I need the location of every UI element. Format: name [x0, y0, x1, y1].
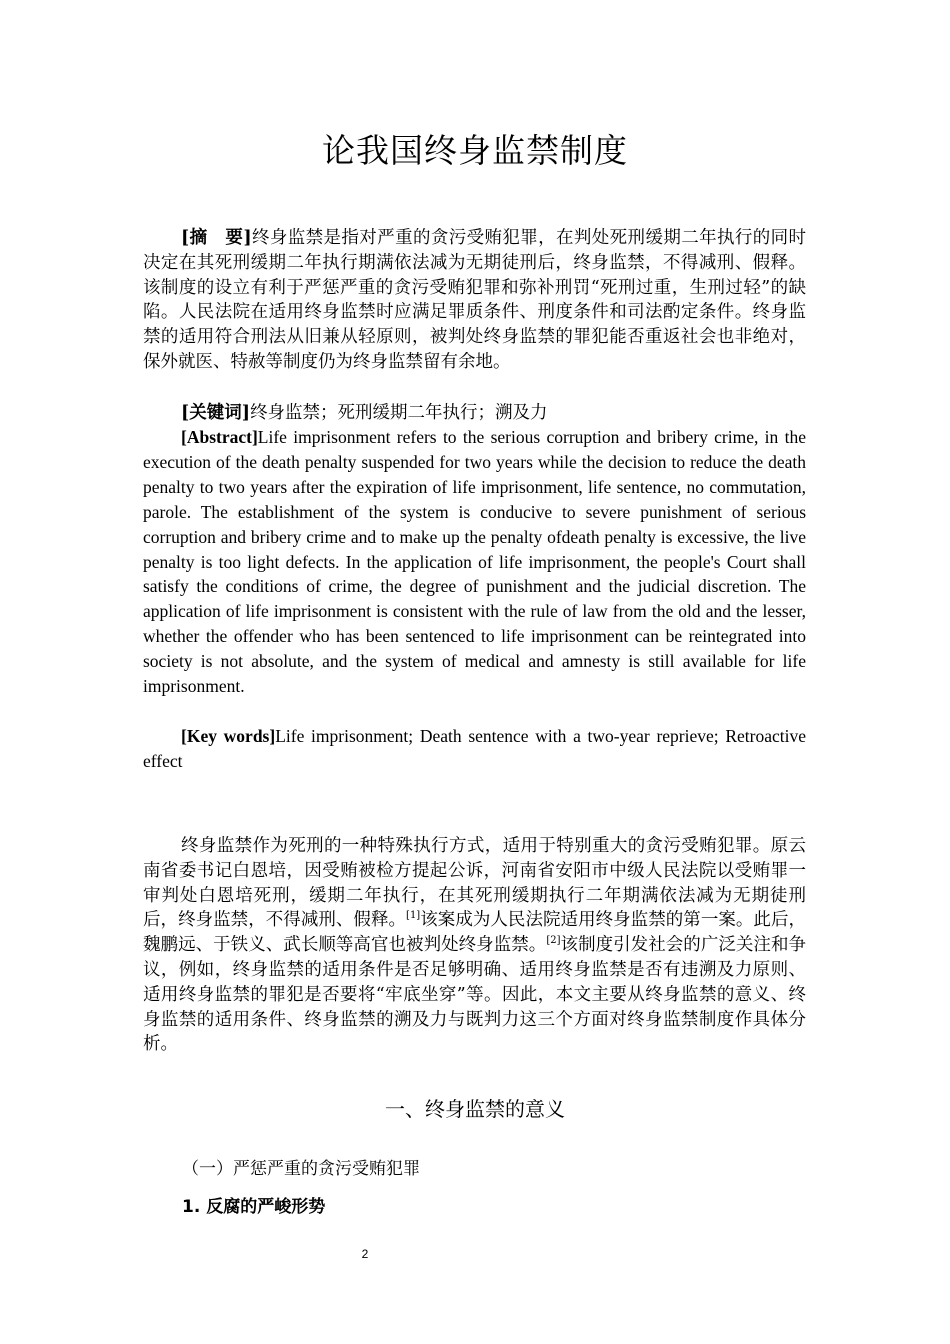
- page-number: 2: [361, 1247, 369, 1261]
- keywords-en-text: Life imprisonment; Death sentence with a two-year reprieve; Retroactive effect: [143, 726, 806, 771]
- keywords-cn: [143, 401, 806, 426]
- abstract-cn-text: 终身监禁是指对严重的贪污受贿犯罪，在判处死刑缓期二年执行的同时决定在其死刑缓期二年执行期满依法减为无期徒刑后，终身监禁，不得减刑、假释。该制度的设立有利于严惩严重的贪污受贿犯罪和弥补刑罚“死刑过重，生刑过轻”的缺陷。人民法院在适用终身监禁时应满足罪质条件、刑度条件和司法酌定条件。终身监禁的适用符合刑法从旧兼从轻原则，被判处终身监禁的罪犯能否重返社会也非绝对，保外就医、特赦等制度仍为终身监禁留有余地。: [143, 228, 807, 372]
- keywords-en: [143, 724, 806, 774]
- intro-text-3: 该制度引发社会的广泛关注和争议，例如，终身监禁的适用条件是否足够明确、适用终身监禁是否有违溯及力原则、适用终身监禁的罪犯是否要将“牢底坐穿”等。因此，本文主要从终身监禁的意义、终身监禁的适用条件、终身监禁的溯及力与既判力这三个方面对终身监禁制度作具体分析。: [143, 935, 807, 1055]
- intro-paragraph: [143, 834, 806, 1057]
- keywords-cn-text: 终身监禁；死刑缓期二年执行；溯及力: [250, 403, 548, 423]
- abstract-en: [143, 425, 806, 699]
- intro-text-2: 该案成为人民法院适用终身监禁的第一案。此后，魏鹏远、于铁义、武长顺等高官也被判处终身监禁。: [143, 910, 807, 956]
- intro-text-1: 终身监禁作为死刑的一种特殊执行方式，适用于特别重大的贪污受贿犯罪。原云南省委书记白恩培，因受贿被检方提起公诉，河南省安阳市中级人民法院以受贿罪一审判处白恩培死刑，缓期二年执行，在其死刑缓期执行二年期满依法减为无期徒刑后，终身监禁，不得减刑、假释。: [143, 836, 806, 931]
- citation-2[interactable]: [2]: [546, 935, 561, 947]
- abstract-cn: [143, 226, 806, 375]
- abstract-en-text: Life imprisonment refers to the serious corruption and bribery crime, in the execution of the death penalty suspended for two years while the decision to reduce the death penalty to two years after the expiration of life imprisonment, life sentence, no commutation, parole. The establishment of the system is conducive to severe punishment of serious corruption and bribery crime and to make up the penalty ofdeath penalty is excessive, the live penalty is too light defects. In the application of life imprisonment, the people's Court shall satisfy the conditions of crime, the degree of punishment and the judicial discretion. The application of life imprisonment is consistent with the rule of law from the old and the lesser, whether the offender who has been sentenced to life imprisonment can be reintegrated into society is not absolute, and the system of medical and amnesty is still available for life imprisonment.: [143, 427, 806, 697]
- section-heading: 一、终身监禁的意义: [385, 1097, 565, 1121]
- keywords-cn-label: [关键词]: [181, 403, 251, 423]
- keywords-en-label: [Key words]: [181, 726, 276, 746]
- subsubsection-heading: 1. 反腐的严峻形势: [182, 1197, 326, 1217]
- subsection-heading: （一）严惩严重的贪污受贿犯罪: [182, 1159, 420, 1179]
- citation-1[interactable]: [1]: [406, 910, 421, 922]
- page-title: 论我国终身监禁制度: [322, 131, 628, 170]
- abstract-cn-label: [摘 要]: [181, 228, 252, 248]
- abstract-en-label: [Abstract]: [181, 427, 258, 447]
